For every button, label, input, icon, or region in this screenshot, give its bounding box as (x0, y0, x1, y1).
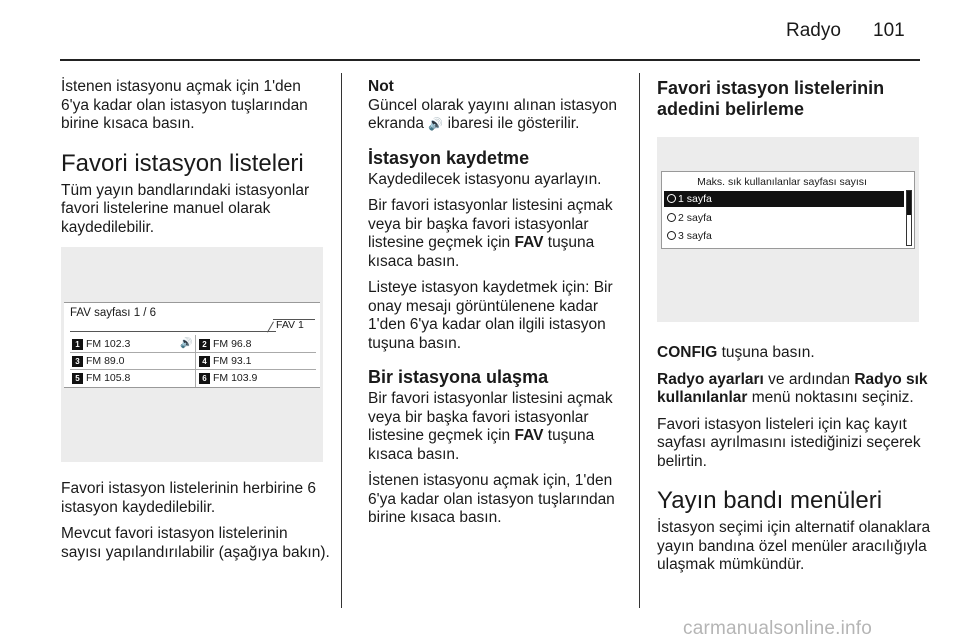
preset-slot (199, 336, 317, 352)
settings-title: Maks. sık kullanılanlar sayfası sayısı (697, 176, 867, 188)
text: tuşuna kısaca basın. (368, 234, 595, 270)
paragraph-menu-path (657, 371, 932, 408)
radio-icon (667, 194, 676, 203)
intro-paragraph: İstenen istasyonu açmak için 1'den 6'ya kadar olan istasyon tuşlarından birine kısaca basın. (61, 78, 308, 132)
preset-slot (199, 353, 317, 369)
preset-number: 2 (199, 339, 210, 350)
preset-slot (72, 370, 192, 386)
column-right (657, 78, 932, 583)
preset-slot (72, 353, 192, 369)
column-middle (368, 78, 630, 536)
fav-key-label: FAV (514, 427, 544, 444)
menu-radio-settings: Radyo ayarları (657, 370, 764, 388)
scrollbar (906, 190, 912, 246)
config-key-label: CONFIG (657, 344, 718, 361)
favourites-display (64, 302, 320, 388)
heading-favourite-lists: Favori istasyon listeleri (61, 149, 304, 177)
preset-frequency: FM 105.8 (86, 372, 131, 384)
speaker-icon: 🔊 (428, 117, 444, 131)
preset-slot (199, 370, 317, 386)
heading-reach-station: Bir istasyona ulaşma (368, 367, 549, 387)
note-text (368, 97, 630, 134)
option-3-pages (664, 228, 904, 244)
radio-icon (667, 231, 676, 240)
option-label: 3 sayfa (678, 230, 712, 242)
tab-underline (70, 331, 276, 332)
paragraph-six-stations: Favori istasyon listelerinin herbirine 6 istasyon kaydedilebilir. (61, 480, 317, 516)
text: Bir favori istasyonlar listesini açmak veya bir başka favori istasyonlar listesine geçmek için (368, 390, 613, 444)
preset-frequency: FM 89.0 (86, 355, 125, 367)
paragraph-band-menus: İstasyon seçimi için alternatif olanaklara yayın bandına özel menüler aracılığıyla ulaşmak mümkündür. (657, 519, 931, 573)
column-left (61, 78, 331, 570)
preset-frequency: FM 96.8 (213, 338, 252, 350)
option-1-page (664, 191, 904, 207)
radio-icon (667, 213, 676, 222)
option-label: 2 sayfa (678, 212, 712, 224)
option-2-pages (664, 210, 904, 226)
heading-band-menus: Yayın bandı menüleri (657, 487, 883, 514)
preset-frequency: FM 102.3 (86, 338, 131, 350)
section-title: Radyo (786, 20, 841, 41)
speaker-icon: 🔊 (180, 338, 193, 349)
text: ve ardından (763, 370, 855, 388)
text: tuşuna basın. (717, 344, 815, 361)
paragraph-select-preset: İstenen istasyonu açmak için, 1'den 6'ya kadar olan istasyon tuşlarından birine kısaca basın. (368, 472, 615, 526)
option-label: 1 sayfa (678, 193, 712, 205)
note-title: Not (368, 78, 394, 95)
paragraph-favourites-manual: Tüm yayın bandlarındaki istasyonlar favori listelerine manuel olarak kaydedilebilir. (61, 181, 310, 236)
preset-number: 3 (72, 356, 83, 367)
text: menü noktasını seçiniz. (747, 389, 914, 406)
heading-save-station: İstasyon kaydetme (368, 147, 530, 168)
preset-number: 1 (72, 339, 83, 350)
preset-number: 6 (199, 373, 210, 384)
paragraph-select-pages: Favori istasyon listeleri için kaç kayıt sayfası ayrılmasını istediğinizi seçerek belirtin. (657, 415, 921, 470)
figure-settings-screen (657, 137, 919, 322)
text: Bir favori istasyonlar listesini açmak veya bir başka favori istasyonlar listesine geçmek için (368, 197, 613, 251)
page-header (0, 0, 960, 60)
preset-frequency: FM 93.1 (213, 355, 252, 367)
paragraph-save-to-list: Listeye istasyon kaydetmek için: Bir onay mesajı görüntülenene kadar 1'den 6'ya kadar olan ilgili istasyon tuşuna basın. (368, 279, 613, 352)
column-divider-2 (639, 73, 640, 608)
settings-display (661, 171, 915, 249)
preset-number: 5 (72, 373, 83, 384)
page-number: 101 (873, 20, 905, 41)
menu-radio-favourites: Radyo sık kullanılanlar (657, 370, 928, 406)
paragraph-open-list-2 (368, 390, 630, 464)
paragraph-configurable: Mevcut favori istasyon listelerinin sayısı yapılandırılabilir (aşağıya bakın). (61, 525, 330, 561)
heading-number-of-lists: Favori istasyon listelerinin adedini belirleme (657, 78, 885, 119)
paragraph-press-config (657, 344, 932, 363)
header-rule (60, 59, 920, 61)
preset-frequency: FM 103.9 (213, 372, 258, 384)
preset-slot (72, 336, 192, 352)
column-separator (195, 335, 196, 387)
scrollbar-thumb (907, 191, 911, 215)
note-text-end: ibaresi ile gösterilir. (443, 115, 580, 132)
fav-key-label: FAV (514, 234, 544, 251)
favourites-page-title: FAV sayfası 1 / 6 (70, 307, 157, 319)
watermark: carmanualsonline.info (683, 618, 873, 639)
note-text-start: Güncel olarak yayını alınan istasyon ekranda (368, 96, 617, 132)
preset-number: 4 (199, 356, 210, 367)
paragraph-tune-station: Kaydedilecek istasyonu ayarlayın. (368, 170, 602, 188)
figure-favourites-screen (61, 247, 323, 462)
paragraph-open-list (368, 197, 630, 271)
text: tuşuna kısaca basın. (368, 427, 595, 463)
fav-tab: FAV 1 (276, 319, 304, 331)
column-divider-1 (341, 73, 342, 608)
